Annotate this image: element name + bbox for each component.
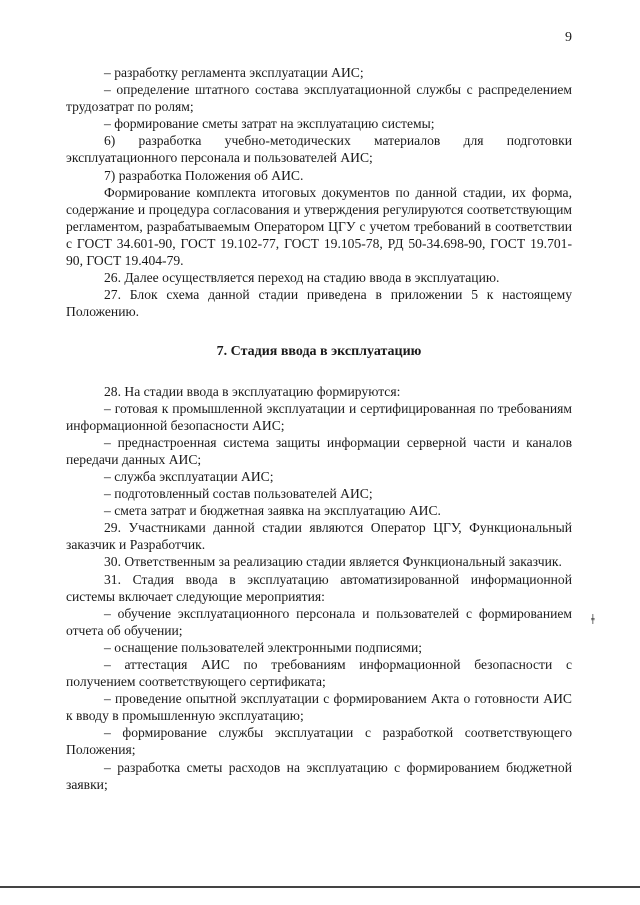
paragraph: 31. Стадия ввода в эксплуатацию автоматизированной информационной системы включает следующие мероприятия: [66, 571, 572, 604]
paragraph: – служба эксплуатации АИС; [104, 468, 274, 484]
paragraph: – разработку регламента эксплуатации АИС; [104, 65, 364, 80]
paragraph: – формирование сметы затрат на эксплуатацию системы; [104, 116, 435, 132]
paragraph: 26. Далее осуществляется переход на стадию ввода в эксплуатацию. [104, 270, 500, 286]
paragraph: – формирование службы эксплуатации с разработкой соответствующего Положения; [66, 725, 572, 758]
paragraph: 27. Блок схема данной стадии приведена в приложении 5 к настоящему Положению. [66, 287, 572, 320]
page-number: 9 [565, 30, 572, 45]
paragraph: – готовая к промышленной эксплуатации и сертифицированная по требованиям информационной безопасности АИС; [66, 400, 572, 433]
scan-edge-divider [0, 886, 640, 888]
paragraph: – смета затрат и бюджетная заявка на эксплуатацию АИС. [104, 503, 441, 519]
paragraph: – аттестация АИС по требованиям информационной безопасности с получением соответствующего сертификата; [66, 657, 572, 690]
paragraph: 7) разработка Положения об АИС. [104, 167, 304, 183]
pen-mark-icon: ǂ [591, 612, 595, 628]
document-body [66, 64, 572, 793]
paragraph: 28. На стадии ввода в эксплуатацию формируются: [104, 383, 401, 399]
paragraph: Формирование комплекта итоговых документов по данной стадии, их форма, содержание и процедура согласования и утверждения регулируются соответствующим регламентом, разрабатываемым Оператором ЦГУ с учетом требований в соответствии с ГОСТ 34.601-90, ГОСТ 19.102-77, ГОСТ 19.105-78, РД 50-34.698-90, ГОСТ 19.701-90, ГОСТ 19.404-79. [66, 184, 572, 269]
paragraph: 29. Участниками данной стадии являются Оператор ЦГУ, Функциональный заказчик и Разработчик. [66, 520, 572, 553]
paragraph: – определение штатного состава эксплуатационной службы с распределением трудозатрат по ролям; [66, 82, 572, 115]
section-heading: 7. Стадия ввода в эксплуатацию [216, 344, 422, 360]
paragraph: 30. Ответственным за реализацию стадии является Функциональный заказчик. [104, 554, 562, 570]
paragraph: 6) разработка учебно-методических материалов для подготовки эксплуатационного персонала и пользователей АИС; [66, 133, 572, 166]
paragraph: – проведение опытной эксплуатации с формированием Акта о готовности АИС к вводу в промышленную эксплуатацию; [66, 691, 572, 724]
paragraph: – разработка сметы расходов на эксплуатацию с формированием бюджетной заявки; [66, 759, 572, 792]
paragraph: – подготовленный состав пользователей АИС; [104, 486, 373, 502]
paragraph: – оснащение пользователей электронными подписями; [104, 639, 423, 655]
paragraph: – преднастроенная система защиты информации серверной части и каналов передачи данных АИС; [66, 434, 572, 467]
paragraph: – обучение эксплуатационного персонала и пользователей с формированием отчета об обучении; [66, 605, 572, 638]
